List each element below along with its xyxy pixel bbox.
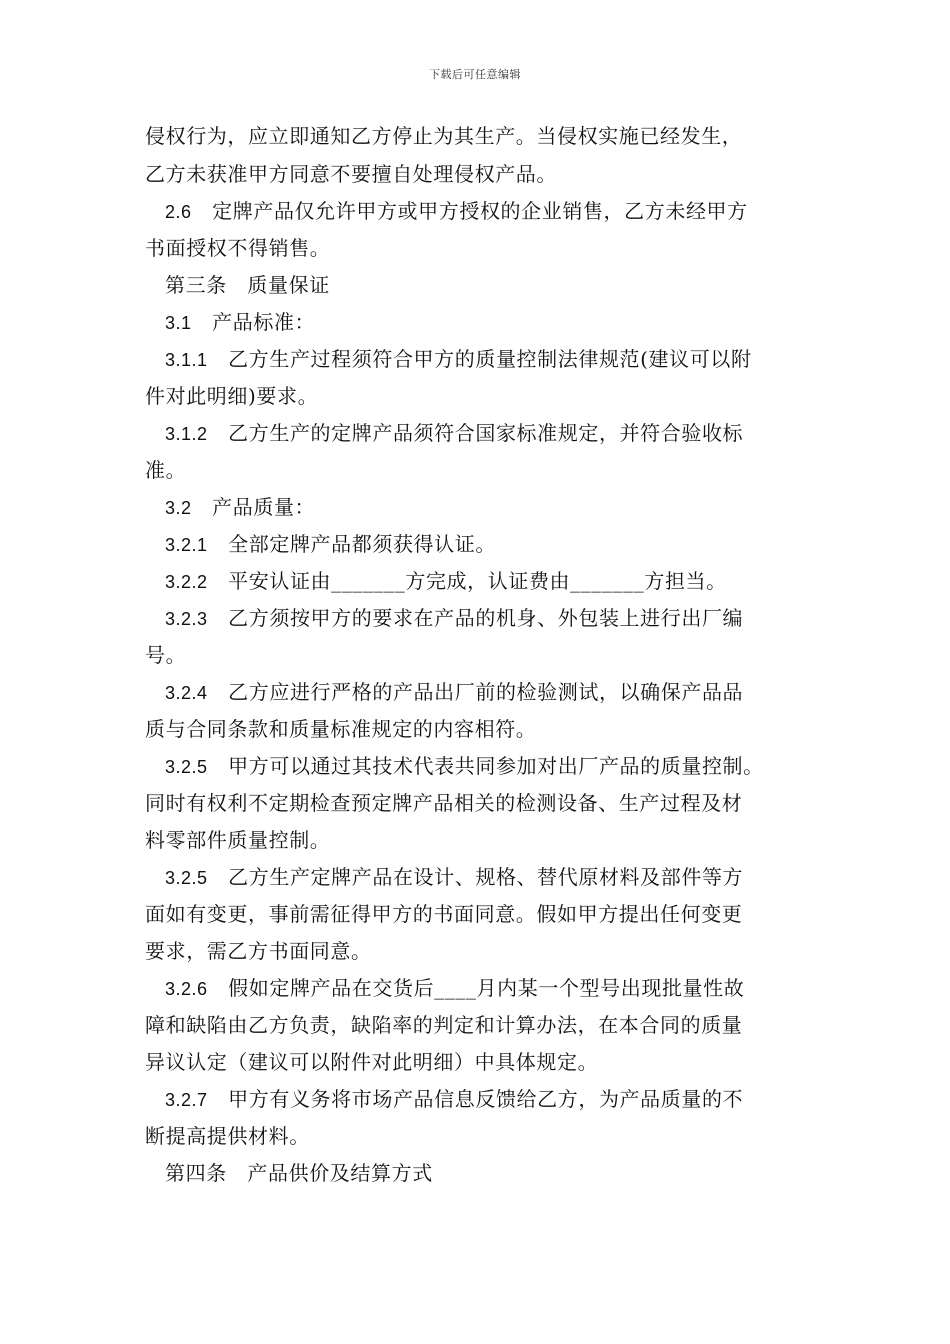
clause-text: 假如定牌产品在交货后____月内某一个型号出现批量性故 [228,976,745,1000]
paragraph-line: 侵权行为，应立即通知乙方停止为其生产。当侵权实施已经发生， [145,124,743,148]
paragraph-line: 异议认定（建议可以附件对此明细）中具体规定。 [145,1050,599,1074]
clause-number: 3.2.7 [165,1090,208,1110]
paragraph-line: 书面授权不得销售。 [145,236,331,260]
paragraph-line: 质与合同条款和质量标准规定的内容相符。 [145,717,537,741]
clause-text: 定牌产品仅允许甲方或甲方授权的企业销售，乙方未经甲方 [212,199,748,223]
clause-line [165,865,743,890]
clause-line [165,199,748,224]
clause-line [165,310,315,335]
clause-text: 乙方生产过程须符合甲方的质量控制法律规范(建议可以附 [228,347,752,371]
clause-text: 全部定牌产品都须获得认证。 [228,532,496,556]
paragraph-line: 同时有权利不定期检查预定牌产品相关的检测设备、生产过程及材 [145,791,743,815]
clause-text: 甲方有义务将市场产品信息反馈给乙方，为产品质量的不 [228,1087,744,1111]
clause-line [165,606,743,631]
paragraph-line: 料零部件质量控制。 [145,828,331,852]
paragraph-line: 面如有变更，事前需征得甲方的书面同意。假如甲方提出任何变更 [145,902,743,926]
paragraph-line: 断提高提供材料。 [145,1124,310,1148]
clause-line [165,532,496,557]
paragraph-line: 号。 [145,643,187,667]
clause-text: 平安认证由_______方完成，认证费由_______方担当。 [228,569,727,593]
clause-line [165,421,743,446]
paragraph-line: 乙方未获准甲方同意不要擅自处理侵权产品。 [145,162,557,186]
clause-line [165,495,315,520]
clause-text: 乙方生产定牌产品在设计、规格、替代原材料及部件等方 [228,865,744,889]
clause-number: 3.2.2 [165,572,208,592]
article-heading: 第三条 质量保证 [165,273,330,297]
clause-line [165,680,743,705]
clause-text: 乙方应进行严格的产品出厂前的检验测试，以确保产品品 [228,680,744,704]
clause-line [165,754,764,779]
clause-line [165,347,752,372]
clause-text: 产品标准： [212,310,316,334]
paragraph-line: 要求，需乙方书面同意。 [145,939,372,963]
clause-number: 3.1.1 [165,350,208,370]
clause-line [165,569,727,594]
clause-number: 3.2.5 [165,868,208,888]
article-heading: 第四条 产品供价及结算方式 [165,1161,433,1185]
clause-line [165,1087,743,1112]
clause-number: 2.6 [165,202,192,222]
clause-text: 乙方须按甲方的要求在产品的机身、外包装上进行出厂编 [228,606,744,630]
clause-number: 3.2.1 [165,535,208,555]
clause-number: 3.1.2 [165,424,208,444]
clause-number: 3.2.4 [165,683,208,703]
clause-number: 3.2.3 [165,609,208,629]
clause-number: 3.2.5 [165,757,208,777]
paragraph-line: 障和缺陷由乙方负责，缺陷率的判定和计算办法，在本合同的质量 [145,1013,743,1037]
paragraph-line: 准。 [145,458,187,482]
clause-line [165,976,744,1001]
clause-text: 甲方可以通过其技术代表共同参加对出厂产品的质量控制。 [228,754,764,778]
clause-text: 乙方生产的定牌产品须符合国家标准规定，并符合验收标 [228,421,744,445]
clause-text: 产品质量： [212,495,316,519]
page-header: 下载后可任意编辑 [429,68,521,81]
clause-number: 3.2.6 [165,979,208,999]
paragraph-line: 件对此明细)要求。 [145,384,319,408]
clause-number: 3.1 [165,313,192,333]
clause-number: 3.2 [165,498,192,518]
